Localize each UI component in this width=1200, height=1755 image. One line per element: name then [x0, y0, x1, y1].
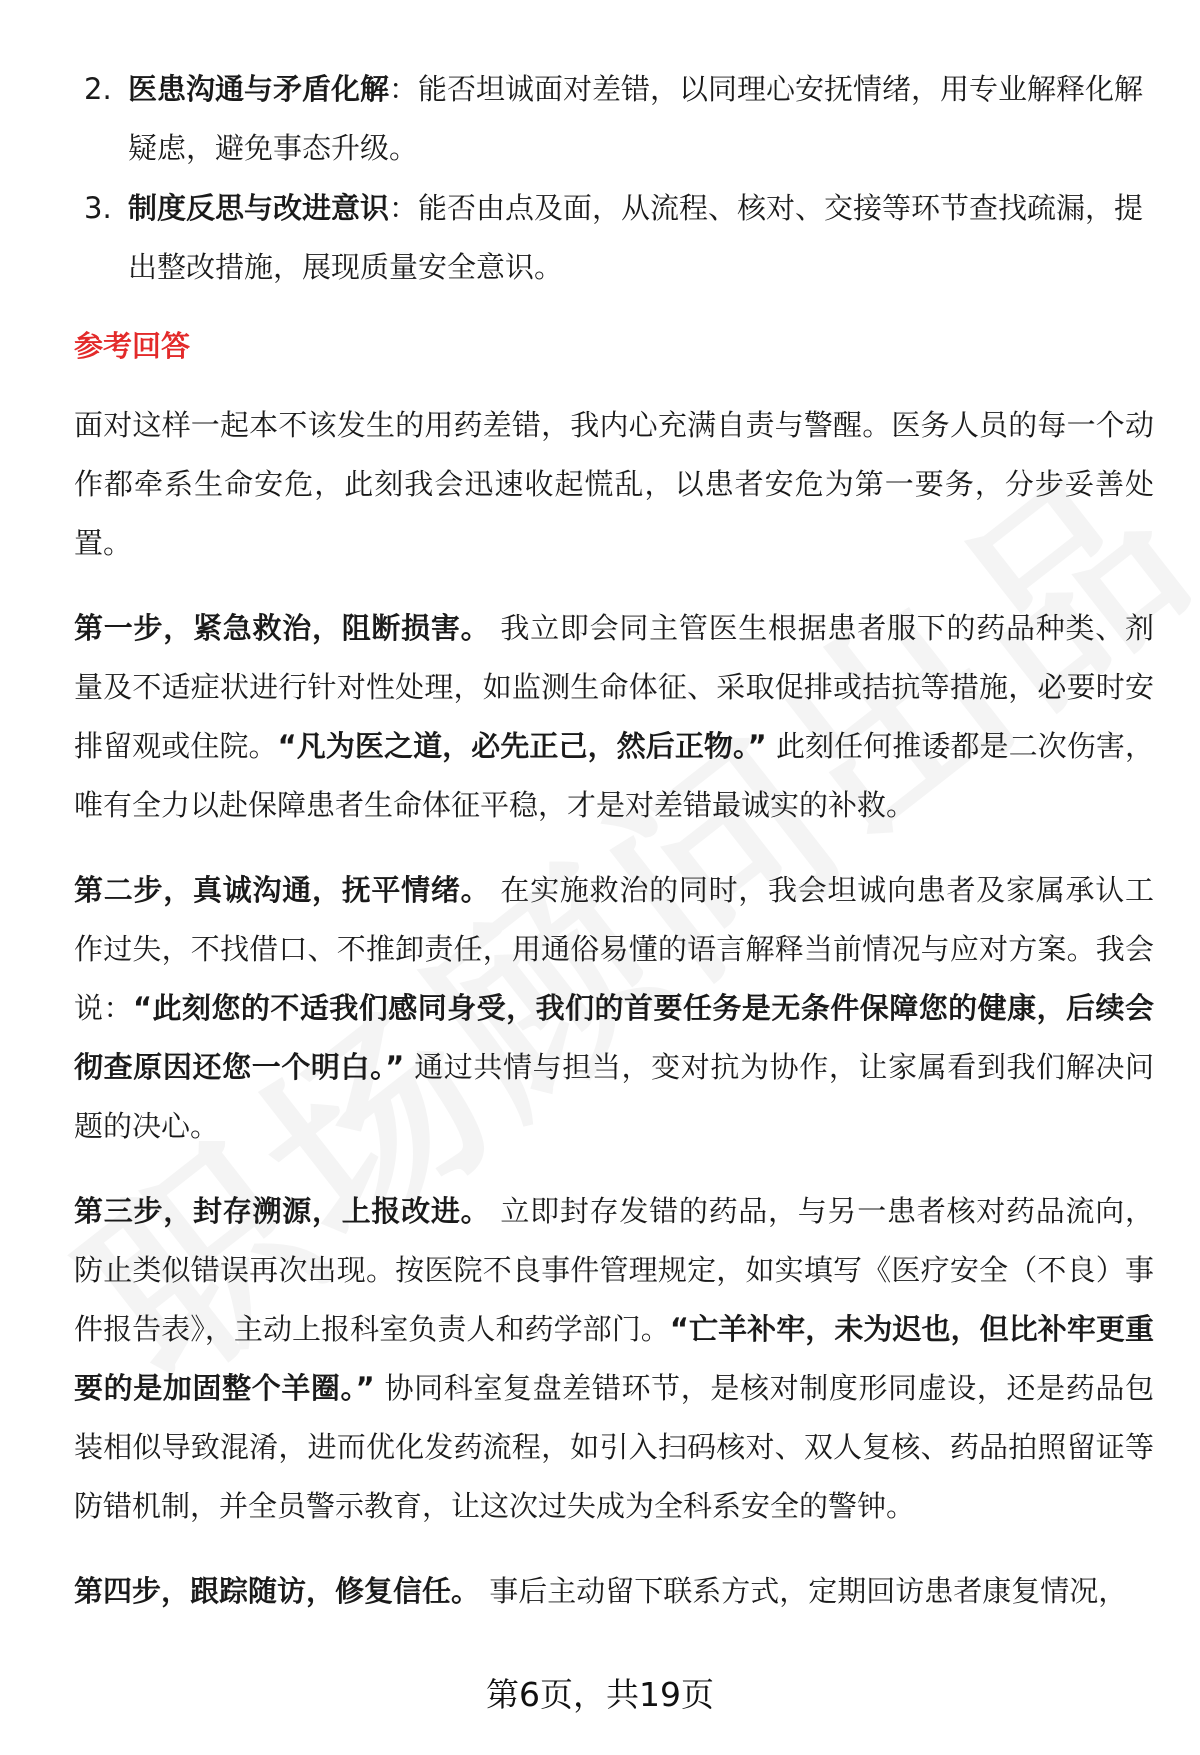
- intro-paragraph: 面对这样一起本不该发生的用药差错，我内心充满自责与警醒。医务人员的每一个动作都牵系生命安危，此刻我会迅速收起慌乱，以患者安危为第一要务，分步妥善处置。: [74, 408, 1154, 560]
- step-text: 协同科室复盘差错环节，是核对制度形同虚设，还是药品包装相似导致混淆，进而优化发药流程，如引入扫码核对、双人复核、药品拍照留证等防错机制，并全员警示教育，让这次过失成为全科系安全的警钟。: [74, 1371, 1154, 1523]
- list-text: ：能否由点及面，从流程、核对、交接等环节查找疏漏，提出整改措施，展现质量安全意识。: [128, 191, 1144, 284]
- step-quote: “此刻您的不适我们感同身受，我们的首要任务是无条件保障您的健康，后续会彻查原因还您一个明白。”: [74, 991, 1154, 1084]
- list-item: [74, 179, 1154, 297]
- list-text: ：能否坦诚面对差错，以同理心安抚情绪，用专业解释化解疑虑，避免事态升级。: [128, 72, 1144, 165]
- list-term: 医患沟通与矛盾化解: [128, 72, 390, 106]
- list-number: 2.: [84, 72, 112, 106]
- step-text: 立即封存发错的药品，与另一患者核对药品流向，防止类似错误再次出现。按医院不良事件管理规定，如实填写《医疗安全（不良）事件报告表》，主动上报科室负责人和药学部门。: [74, 1194, 1154, 1346]
- step-lead: 第三步，封存溯源，上报改进。: [74, 1194, 491, 1228]
- step-paragraph: [74, 1562, 1154, 1621]
- document-body: [74, 60, 1154, 1647]
- step-paragraph: [74, 1182, 1154, 1536]
- list-number: 3.: [84, 191, 112, 225]
- step-text: 在实施救治的同时，我会坦诚向患者及家属承认工作过失，不找借口、不推卸责任，用通俗易懂的语言解释当前情况与应对方案。我会说：: [74, 873, 1154, 1025]
- step-paragraph: [74, 599, 1154, 835]
- list-term: 制度反思与改进意识: [128, 191, 390, 225]
- step-lead: 第四步，跟踪随访，修复信任。: [74, 1574, 481, 1608]
- step-text: 此刻任何推诿都是二次伤害，唯有全力以赴保障患者生命体征平稳，才是对差错最诚实的补救。: [74, 729, 1154, 822]
- step-paragraph: [74, 861, 1154, 1156]
- step-lead: 第二步，真诚沟通，抚平情绪。: [74, 873, 491, 907]
- step-quote: “亡羊补牢，未为迟也，但比补牢更重要的是加固整个羊圈。”: [74, 1312, 1154, 1405]
- list-item: [74, 60, 1154, 178]
- step-text: 我立即会同主管医生根据患者服下的药品种类、剂量及不适症状进行针对性处理，如监测生命体征、采取促排或拮抗等措施，必要时安排留观或住院。: [74, 611, 1154, 763]
- step-lead: 第一步，紧急救治，阻断损害。: [74, 611, 491, 645]
- step-quote: “凡为医之道，必先正己，然后正物。”: [277, 729, 767, 763]
- page-number: 第6页，共19页: [486, 1675, 714, 1714]
- step-text: 通过共情与担当，变对抗为协作，让家属看到我们解决问题的决心。: [74, 1050, 1154, 1143]
- section-title: 参考回答: [74, 329, 191, 363]
- step-text: 事后主动留下联系方式，定期回访患者康复情况，: [480, 1574, 1128, 1608]
